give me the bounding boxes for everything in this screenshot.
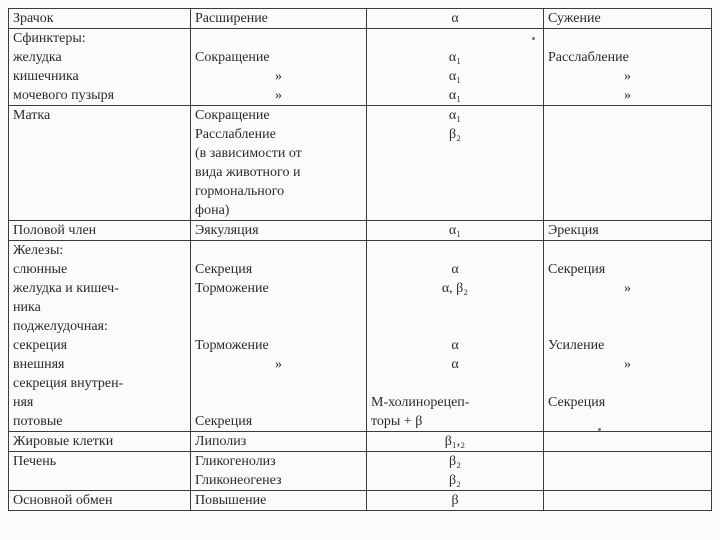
table-row (9, 241, 712, 432)
receptor-cell: β₂ β₂ (367, 452, 544, 491)
parasympathetic-cell: Сужение (544, 9, 712, 29)
parasympathetic-cell (544, 452, 712, 491)
autonomic-effects-table (8, 8, 712, 511)
effect-cell: Расширение (191, 9, 367, 29)
parasympathetic-cell: Расслабление » » (544, 29, 712, 106)
organ-cell: Сфинктеры: желудка кишечника мочевого пузыря (9, 29, 191, 106)
organ-cell: Зрачок (9, 9, 191, 29)
table-row (9, 9, 712, 29)
receptor-cell: α₁ (367, 221, 544, 241)
effect-cell: Сокращение Расслабление (в зависимости от вида животного и гормонального фона) (191, 106, 367, 221)
effect-cell: Липолиз (191, 432, 367, 452)
table-row (9, 432, 712, 452)
effect-cell: Повышение (191, 491, 367, 511)
parasympathetic-cell (544, 106, 712, 221)
effect-cell: Сокращение » » (191, 29, 367, 106)
parasympathetic-cell (544, 491, 712, 511)
effect-cell: Эякуляция (191, 221, 367, 241)
effect-cell: Гликогенолиз Гликонеогенез (191, 452, 367, 491)
receptor-cell: α₁ β₂ (367, 106, 544, 221)
organ-cell: Основной обмен (9, 491, 191, 511)
table-row (9, 452, 712, 491)
table-row (9, 221, 712, 241)
parasympathetic-cell: Секреция » Усиление » Секреция (544, 241, 712, 432)
receptor-cell: α α, β₂ α α М-холинорецеп- торы + β (367, 241, 544, 432)
receptor-cell: α (367, 9, 544, 29)
receptor-cell: β₁,₂ (367, 432, 544, 452)
table-row (9, 491, 712, 511)
organ-cell: Половой член (9, 221, 191, 241)
parasympathetic-cell: Эрекция (544, 221, 712, 241)
receptor-cell: β (367, 491, 544, 511)
organ-cell: Печень (9, 452, 191, 491)
effect-cell: Секреция Торможение Торможение » Секреция (191, 241, 367, 432)
table-row (9, 29, 712, 106)
parasympathetic-cell (544, 432, 712, 452)
receptor-cell: α₁ α₁ α₁ (367, 29, 544, 106)
organ-cell: Железы: слюнные желудка и кишеч- ника поджелудочная: секреция внешняя секреция внутрен- няя потовые (9, 241, 191, 432)
table-row (9, 106, 712, 221)
organ-cell: Жировые клетки (9, 432, 191, 452)
organ-cell: Матка (9, 106, 191, 221)
